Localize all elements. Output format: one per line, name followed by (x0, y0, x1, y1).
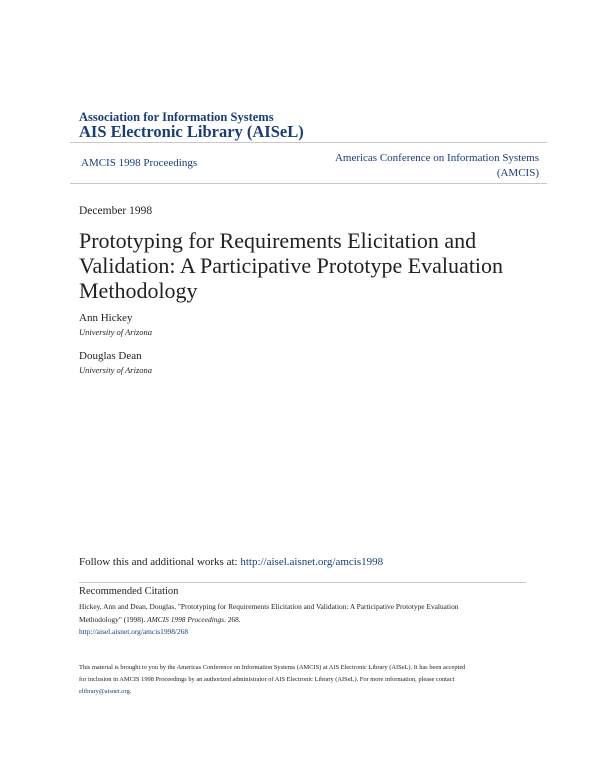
citation-venue: AMCIS 1998 Proceedings (147, 614, 225, 624)
citation-line (79, 614, 519, 627)
follow-line (79, 556, 383, 568)
organization-name: Association for Information Systems (79, 110, 274, 124)
library-name[interactable]: AIS Electronic Library (AISeL) (79, 122, 304, 141)
author-block (79, 350, 152, 375)
follow-text: Follow this and additional works at: (79, 556, 238, 568)
conference-link[interactable] (279, 151, 539, 181)
recommended-citation-heading: Recommended Citation (79, 586, 179, 597)
conference-name-line2: (AMCIS) (496, 167, 539, 179)
contact-email-link[interactable]: elibrary@aisnet.org (79, 688, 130, 695)
contact-email-suffix: . (129, 688, 132, 695)
citation-page: . 268. (224, 614, 241, 624)
collection-band (70, 142, 547, 184)
citation-text (79, 601, 519, 639)
footer-contact (79, 686, 526, 698)
author-affiliation: University of Arizona (79, 327, 153, 337)
citation-divider (79, 582, 526, 583)
citation-line: Hickey, Ann and Dean, Douglas, "Prototyping for Requirements Elicitation and Validation: A Participative Prototype Evaluation (79, 602, 459, 611)
footer-line: for inclusion in AMCIS 1998 Proceedings by an authorized administrator of AIS Electronic Library (AISeL). For more information, please contact (79, 676, 455, 683)
footer-notice (79, 662, 526, 698)
author-name[interactable]: Douglas Dean (79, 350, 142, 362)
author-block (79, 312, 152, 337)
citation-url-link[interactable]: http://aisel.aisnet.org/amcis1998/268 (79, 627, 189, 636)
paper-title: Prototyping for Requirements Elicitation and Validation: A Participative Prototype Evaluation Methodology (79, 228, 504, 303)
conference-name-line1: Americas Conference on Information Systems (334, 152, 539, 164)
author-affiliation: University of Arizona (79, 365, 153, 375)
footer-line: This material is brought to you by the Americas Conference on Information Systems (AMCIS) at AIS Electronic Library (AISeL). It has been accepted (79, 664, 466, 671)
publication-date: December 1998 (79, 205, 153, 217)
author-name[interactable]: Ann Hickey (79, 312, 133, 324)
proceedings-link[interactable]: AMCIS 1998 Proceedings (81, 157, 198, 169)
citation-authors-year: Methodology" (1998). (79, 614, 146, 624)
collection-url-link[interactable]: http://aisel.aisnet.org/amcis1998 (240, 556, 384, 568)
